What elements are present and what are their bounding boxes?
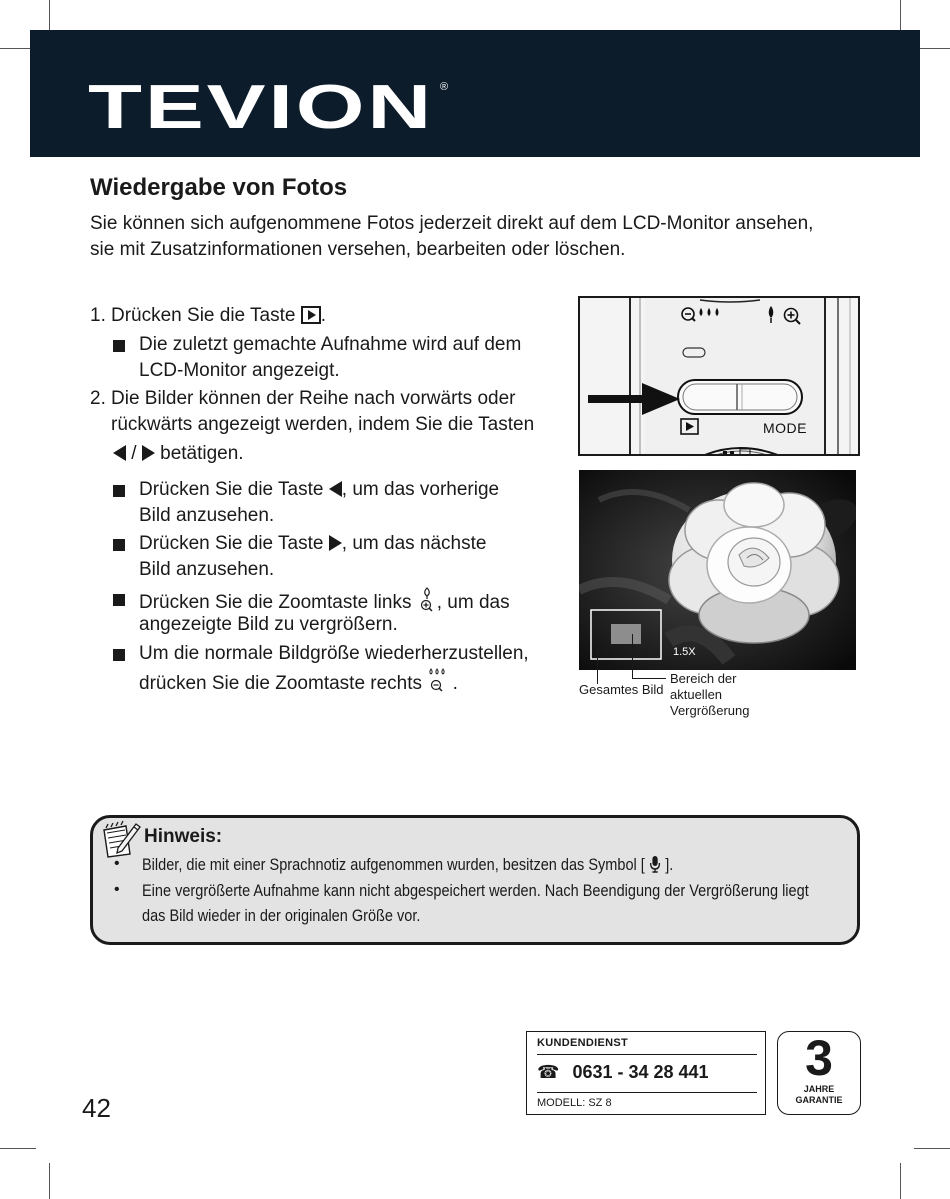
caption-whole-image: Gesamtes Bild (579, 682, 664, 697)
note-line-2: Eine vergrößerte Aufnahme kann nicht abgespeichert werden. Nach Beendigung der Vergrößerung liegt (142, 882, 809, 900)
step-2-line (113, 441, 244, 467)
intro-line: Sie können sich aufgenommene Fotos jederzeit direkt auf dem LCD-Monitor ansehen, (90, 213, 814, 234)
step-1-text (111, 303, 326, 329)
brand-text: TEVION (88, 73, 434, 138)
notepad-pencil-icon (100, 818, 142, 858)
callout-line (632, 678, 666, 679)
service-label: KUNDENDIENST (537, 1037, 628, 1049)
crop-mark (914, 1148, 950, 1149)
separator: / (131, 443, 137, 464)
zoom-in-tele-icon (417, 586, 437, 612)
step-1-bullet-line: LCD-Monitor angezeigt. (139, 360, 340, 381)
right-arrow-icon (329, 535, 342, 551)
right-arrow-icon (142, 445, 155, 461)
warranty-years: 3 (805, 1030, 833, 1086)
brand-mark: ® (440, 81, 448, 93)
divider (537, 1092, 757, 1093)
bullet-text: , um das nächste (341, 533, 487, 554)
step-1-label: Drücken Sie die Taste (111, 305, 296, 326)
bullet-text: Bild anzusehen. (139, 505, 275, 526)
bullet-text: . (452, 673, 458, 694)
phone-number: 0631 - 34 28 441 (572, 1062, 709, 1082)
step-1-bullet-line: Die zuletzt gemachte Aufnahme wird auf dem (139, 334, 522, 355)
note-title: Hinweis: (144, 826, 223, 847)
bullet-square (113, 485, 125, 497)
step-2-end: betätigen. (160, 443, 244, 464)
intro-line: sie mit Zusatzinformationen versehen, bearbeiten oder löschen. (90, 239, 626, 260)
mode-label: MODE (763, 420, 807, 436)
bullet-square (113, 539, 125, 551)
bullet-text: Bild anzusehen. (139, 559, 275, 580)
camellia-photo (579, 470, 856, 670)
zoomed-photo (579, 470, 856, 670)
model-label: MODELL: SZ 8 (537, 1097, 612, 1109)
step-1-end: . (320, 305, 327, 326)
note-line-3: das Bild wieder in der originalen Größe vor. (142, 907, 421, 925)
zoom-out-wide-icon (427, 667, 447, 693)
page-title: Wiedergabe von Fotos (90, 174, 348, 201)
note-text: Bilder, die mit einer Sprachnotiz aufgenommen wurden, besitzen das Symbol [ (142, 856, 645, 874)
bullet-text: drücken Sie die Zoomtaste rechts (139, 673, 423, 694)
step-number: 1. (90, 305, 106, 326)
microphone-icon (649, 855, 661, 873)
note-line-1 (142, 853, 673, 877)
left-arrow-icon (113, 445, 126, 461)
bullet-previous (139, 477, 499, 503)
bullet-square (113, 649, 125, 661)
note-bullet: • (114, 855, 120, 872)
bullet-text: Um die normale Bildgröße wiederherzustellen, (139, 643, 529, 664)
bullet-square (113, 340, 125, 352)
camera-illustration (578, 296, 860, 456)
note-bullet: • (114, 881, 120, 898)
page-number: 42 (82, 1093, 111, 1123)
bullet-zoom-out (139, 667, 458, 697)
tevion-logo (88, 72, 448, 138)
crop-mark (49, 1163, 50, 1199)
bullet-text: Drücken Sie die Taste (139, 533, 324, 554)
zoom-level: 1.5X (673, 646, 696, 658)
callout-line (632, 634, 633, 679)
step-2-line: Die Bilder können der Reihe nach vorwärts oder (111, 388, 516, 409)
left-arrow-icon (329, 481, 342, 497)
step-2-line: rückwärts angezeigt werden, indem Sie die Tasten (111, 414, 535, 435)
intro-paragraph (90, 211, 870, 263)
step-number: 2. (90, 388, 106, 409)
caption-zoom-area: Vergrößerung (670, 703, 750, 718)
warranty-badge (777, 1031, 861, 1115)
playback-icon (301, 306, 321, 324)
crop-mark (900, 1163, 901, 1199)
bullet-text: , um das vorherige (341, 479, 500, 500)
phone-icon: ☎ (537, 1062, 560, 1082)
current-zoom-area (611, 624, 641, 644)
warranty-line: GARANTIE (795, 1095, 843, 1105)
caption-zoom-area: aktuellen (670, 687, 723, 702)
divider (537, 1054, 757, 1055)
bullet-text: angezeigte Bild zu vergrößern. (139, 614, 398, 635)
caption-zoom-area: Bereich der (670, 671, 737, 686)
bullet-text: Drücken Sie die Taste (139, 479, 324, 500)
warranty-line: JAHRE (803, 1084, 835, 1094)
camera-back-drawing (580, 298, 860, 456)
crop-mark (0, 1148, 36, 1149)
note-text: ]. (665, 856, 674, 874)
service-phone (537, 1062, 709, 1083)
bullet-text: , um das (436, 592, 510, 613)
bullet-text: Drücken Sie die Zoomtaste links (139, 592, 412, 613)
bullet-next (139, 531, 486, 557)
customer-service-box (526, 1031, 766, 1115)
callout-line (597, 648, 598, 684)
bullet-square (113, 594, 125, 606)
